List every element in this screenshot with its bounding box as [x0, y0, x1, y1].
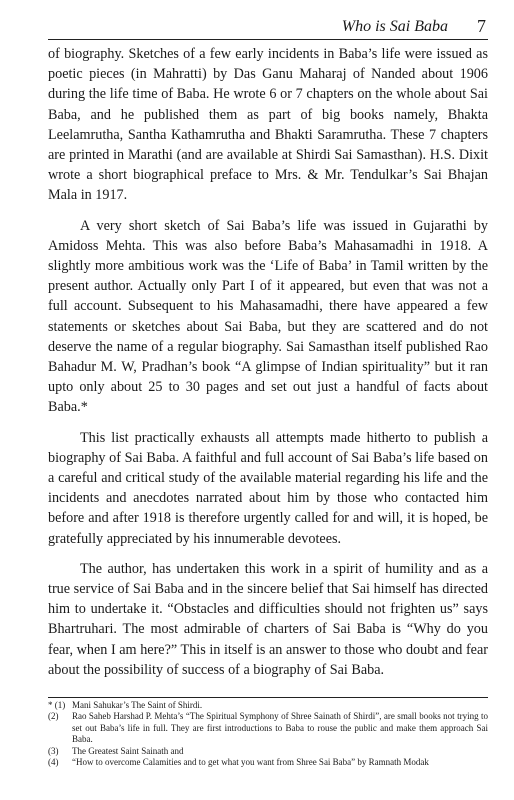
footnote-marker: (3) — [48, 745, 59, 756]
paragraph-continued: of biography. Sketches of a few early incidents in Baba’s life were issued as poetic pieces (in Mahratti) by Das Ganu Maharaj of Nanded about 1906 during the life time of Baba. He wrote 6 or 7 chapters on the whole about Sai Baba, and he published them as part of big books namely, Bhakta Leelamrutha, Santha Kathamrutha and Bhakti Saramrutha. These 7 chapters are printed in Marathi (and are available at Shirdi Sai Samasthan). H.S. Dixit wrote a short biographical preface to Mrs. & Mr. Tendulkar’s Sai Bhajan Mala in 1917. — [48, 46, 488, 204]
page-number: 7 — [477, 16, 486, 36]
footnote-marker: (2) — [48, 711, 59, 722]
footnote — [48, 700, 488, 711]
running-title: Who is Sai Baba — [341, 18, 448, 35]
footnote-rule — [48, 697, 488, 698]
footnote-marker: (4) — [48, 757, 59, 768]
footnote-text: Mani Sahukar’s The Saint of Shirdi. — [72, 700, 203, 710]
footnotes — [48, 697, 488, 768]
body-text — [48, 44, 488, 680]
footnote-text: The Greatest Saint Sainath and — [72, 745, 184, 756]
footnote-text: “How to overcome Calamities and to get what you want from Shree Sai Baba” by Ramnath Modak — [72, 757, 429, 768]
header-rule — [48, 39, 488, 40]
footnote — [48, 711, 488, 745]
running-header — [48, 14, 488, 40]
footnote — [48, 746, 488, 757]
paragraph: This list practically exhausts all attempts made hitherto to publish a biography of Sai Baba. A faithful and full account of Sai Baba’s life based on a careful and critical study of the available material regarding his life and the incidents and anecdotes narrated about him by those who contacted him before and after 1918 is therefore urgently called for and will, it is hoped, be gratefully appreciated by his innumerable devotees. — [48, 429, 488, 547]
footnote — [48, 757, 488, 768]
paragraph: A very short sketch of Sai Baba’s life was issued in Gujarathi by Amidoss Mehta. This was also before Baba’s Mahasamadhi in 1918. A slightly more ambitious work was the ‘Life of Baba’ in Tamil written by the present author. Actually only Part I of it appeared, but even that was not a full account. Subsequent to his Mahasamadhi, there have appeared a few statements or sketches about Sai Baba, but they are scattered and do not deserve the name of a regular biography. Sai Samasthan itself published Rao Bahadur M. W, Pradhan’s book “A glimpse of Indian spirituality” but it ran upto only about 25 to 30 pages and set out just a handful of facts about Baba.* — [48, 217, 488, 416]
footnote-marker: * (1) — [48, 700, 66, 710]
footnote-text: Rao Saheb Harshad P. Mehta’s “The Spiritual Symphony of Shree Sainath of Shirdi”, are small books not trying to set out Baba’s life in full. They are first introductions to Baba to rouse the public and make them approach Sai Baba. — [72, 711, 488, 745]
paragraph: The author, has undertaken this work in a spirit of humility and as a true service of Sai Baba and in the sincere belief that Sai himself has directed him to undertake it. “Obstacles and difficulties should not frighten us” says Bhartruhari. The most admirable of charters of Sai Baba is “Why do you fear, when I am here?” This in itself is an answer to those who doubt and fear about the possibility of success of a biography of Sai Baba. — [48, 560, 488, 678]
